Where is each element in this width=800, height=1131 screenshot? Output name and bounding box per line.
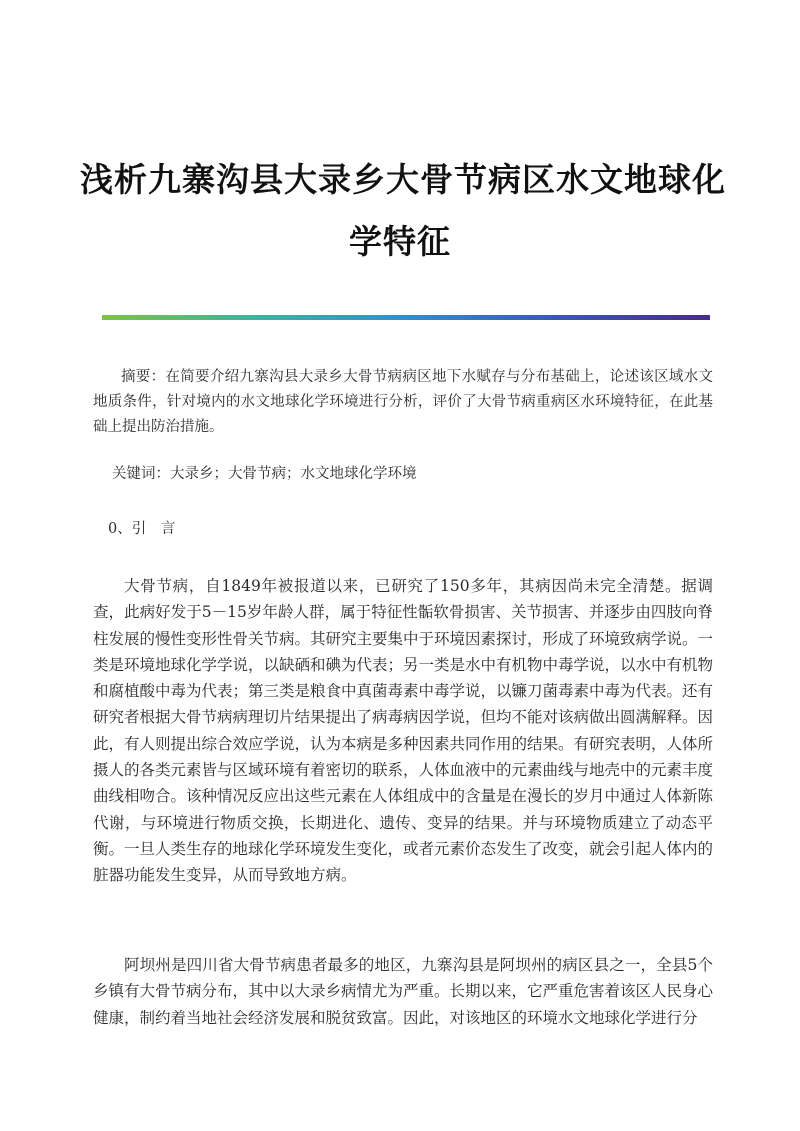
title-divider: [102, 315, 710, 320]
abstract-paragraph: 摘要：在简要介绍九寨沟县大录乡大骨节病病区地下水赋存与分布基础上，论述该区域水文地质条件，针对境内的水文地球化学环境进行分析，评价了大骨节病重病区水环境特征，在此基础上提出防治措施。: [93, 369, 713, 435]
keywords-line: 关键词：大录乡；大骨节病；水文地球化学环境: [112, 466, 417, 482]
body-paragraph-2: 阿坝州是四川省大骨节病患者最多的地区，九寨沟县是阿坝州的病区县之一，全县5个乡镇有大骨节病分布，其中以大录乡病情尤为严重。长期以来，它严重危害着该区人民身心健康，制约着当地社会经济发展和脱贫致富。因此，对该地区的环境水文地球化学进行分: [93, 956, 714, 1027]
body-paragraph-1: 大骨节病，自1849年被报道以来，已研究了150多年，其病因尚未完全清楚。据调查，此病好发于5－15岁年龄人群，属于特征性骺软骨损害、关节损害、并逐步由四肢向脊柱发展的慢性变形性骨关节病。其研究主要集中于环境因素探讨，形成了环境致病学说。一类是环境地球化学学说，以缺硒和碘为代表；另一类是水中有机物中毒学说，以水中有机物和腐植酸中毒为代表；第三类是粮食中真菌毒素中毒学说，以镰刀菌毒素中毒为代表。还有研究者根据大骨节病病理切片结果提出了病毒病因学说，但均不能对该病做出圆满解释。因此，有人则提出综合效应学说，认为本病是多种因素共同作用的结果。有研究表明，人体所摄人的各类元素皆与区域环境有着密切的联系，人体血液中的元素曲线与地壳中的元素丰度曲线相吻合。该种情况反应出这些元素在人体组成中的含量是在漫长的岁月中通过人体新陈代谢，与环境进行物质交换，长期进化、遗传、变异的结果。并与环境物质建立了动态平衡。一旦人类生存的地球化学环境发生变化，或者元素价态发生了改变，就会引起人体内的脏器功能发生变异，从而导致地方病。: [93, 577, 714, 885]
paper-title-line-2: 学特征: [349, 222, 451, 261]
section-heading-introduction: 0、引 言: [108, 521, 176, 537]
paper-title-line-1: 浅析九寨沟县大录乡大骨节病区水文地球化: [80, 160, 726, 199]
